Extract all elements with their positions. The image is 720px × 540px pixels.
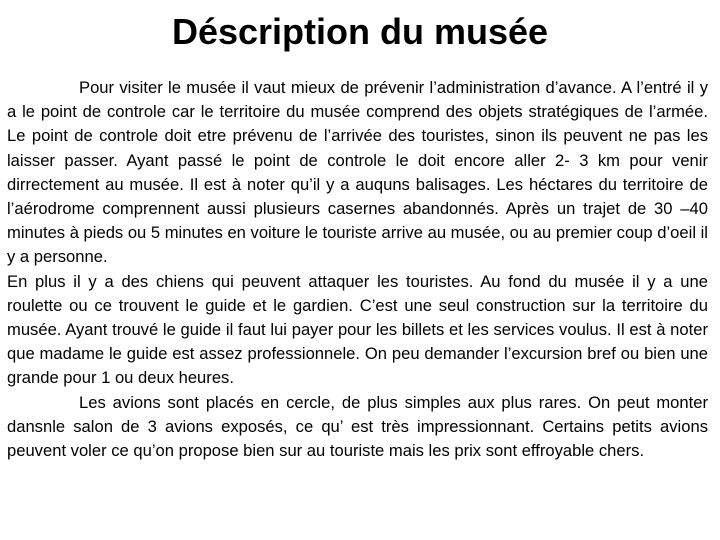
slide-title: Déscription du musée: [171, 11, 549, 52]
paragraph-dogs-guide: En plus il y a des chiens qui peuvent attaquer les touristes. Au fond du musée il y a une roulette ou ce trouvent le guide et le gardien. C’est une seul construction sur la territoire du musée. Ayant trouvé le guide il faut lui payer pour les billets et les services voulus. Il est à noter que madame le guide est assez professionnele. On peu demander l’excursion bref ou bien une grande pour 1 ou deux heures.: [7, 271, 708, 388]
slide-body: [7, 76, 708, 463]
paragraph-visit-access: Pour visiter le musée il vaut mieux de prévenir l’administration d’avance. A l’entré il y a le point de controle car le territoire du musée comprend des objets stratégiques de l’armée. Le point de controle doit etre prévenu de l’arrivée des touristes, sinon ils peuvent ne pas les laisser passer. Ayant passé le point de controle le doit encore aller 2- 3 km pour venir dirrectement au musée. Il est à noter qu’il y a auquns balisages. Les héctares du territoire de l’aérodrome comprennent aussi plusieurs casernes abandonnés. Après un trajet de 30 –40 minutes à pieds ou 5 minutes en voiture le touriste arrive au musée, ou au premier coup d’oeil il y a personne.: [7, 78, 708, 267]
paragraph-airplanes: Les avions sont placés en cercle, de plus simples aux plus rares. On peut monter dansnle salon de 3 avions exposés, ce qu’ est très impressionnant. Certains petits avions peuvent voler ce qu’on propose bien sur au touriste mais les prix sont effroyable chers.: [7, 392, 708, 461]
